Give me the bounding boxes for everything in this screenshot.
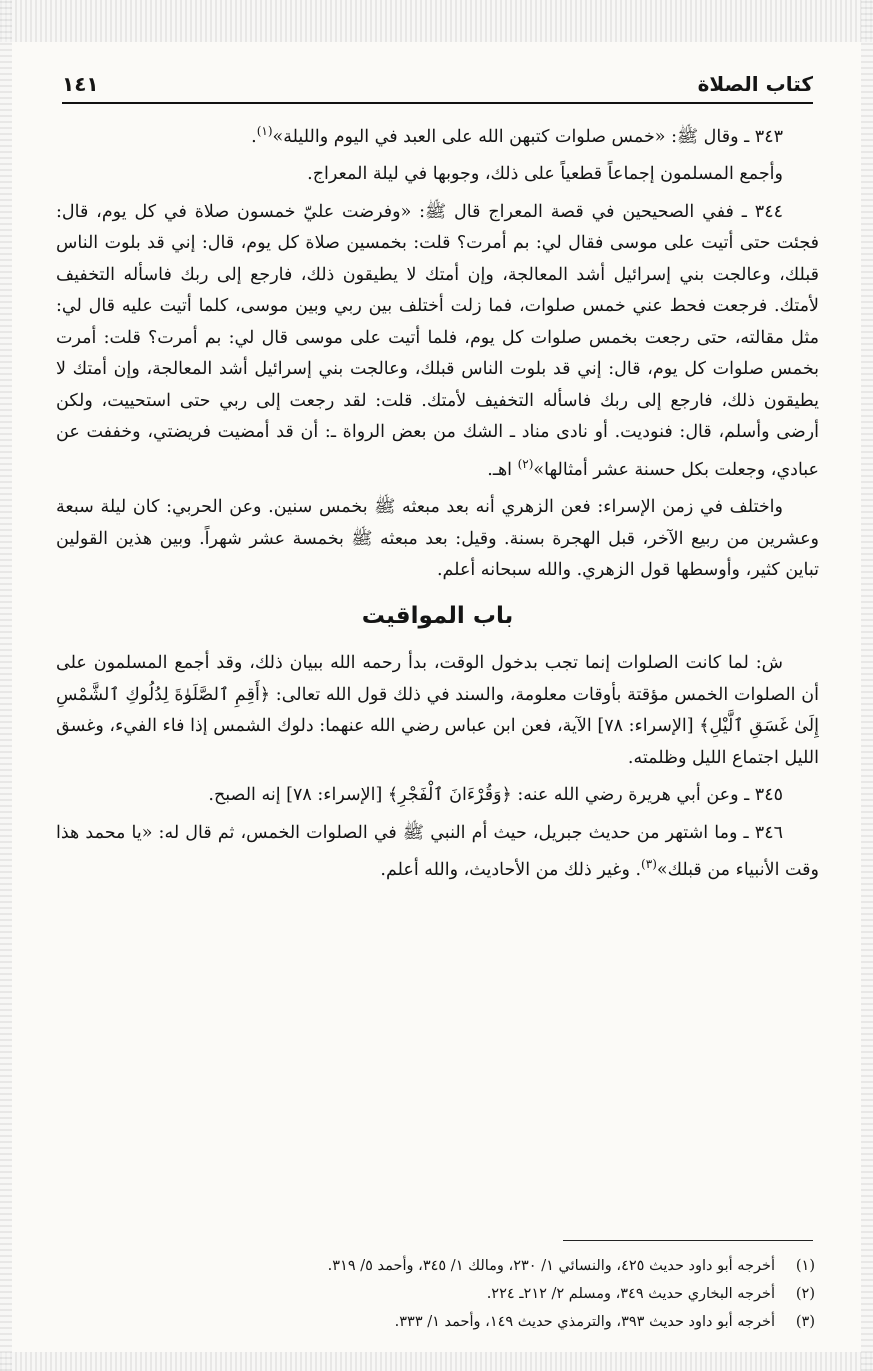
footnote-number: (٣) xyxy=(795,1314,815,1330)
paragraph-commentary: ش: لما كانت الصلوات إنما تجب بدخول الوقت، بدأ رحمه الله ببيان ذلك، وقد أجمع المسلمون على أن الصلوات الخمس مؤقتة بأوقات معلومة، والسند في ذلك قول الله تعالى: ﴿أَقِمِ ٱلصَّلَوٰةَ لِدُلُوكِ ٱلشَّمْسِ إِلَىٰ غَسَقِ ٱلَّيْلِ﴾ [الإسراء: ٧٨] الآية، فعن ابن عباس رضي الله عنهما: دلوك الشمس إذا فاء الفيء، وغسق الليل اجتماع الليل وظلمته. xyxy=(56,653,819,768)
footnote-item xyxy=(50,1280,815,1308)
paragraph-346 xyxy=(56,818,819,887)
paragraph-end: . xyxy=(251,126,257,147)
paragraph-344 xyxy=(56,197,819,486)
paragraph-text: ٣٤٣ ـ وقال ﷺ: «خمس صلوات كتبهن الله على العبد في اليوم والليلة» xyxy=(272,126,783,147)
paragraph-consensus: وأجمع المسلمون إجماعاً قطعياً على ذلك، وجوبها في ليلة المعراج. xyxy=(307,164,783,185)
footnote-text: أخرجه أبو داود حديث ٤٢٥، والنسائي ١/ ٢٣٠، ومالك ١/ ٣٤٥، وأحمد ٥/ ٣١٩. xyxy=(327,1258,775,1274)
footnote-ref-1: (١) xyxy=(256,124,273,138)
footnote-item xyxy=(50,1308,815,1336)
paragraph-end: . وغير ذلك من الأحاديث، والله أعلم. xyxy=(380,859,642,880)
footnote-ref-2: (٢) xyxy=(517,456,534,471)
footnote-divider xyxy=(563,1240,813,1241)
page-header xyxy=(62,60,813,104)
page-number: ١٤١ xyxy=(62,72,99,96)
running-title: كتاب الصلاة xyxy=(697,72,813,96)
paragraph-345: ٣٤٥ ـ وعن أبي هريرة رضي الله عنه: ﴿وَقُرْءَانَ ٱلْفَجْرِ﴾ [الإسراء: ٧٨] إنه الصبح. xyxy=(208,785,783,806)
footnote-ref-3: (٣) xyxy=(641,857,657,872)
footnote-item xyxy=(50,1252,815,1280)
main-text xyxy=(56,116,819,886)
footnote-text: أخرجه أبو داود حديث ٣٩٣، والترمذي حديث ١٤٩، وأحمد ١/ ٣٣٣. xyxy=(394,1314,775,1330)
footnotes xyxy=(50,1252,815,1336)
footnote-text: أخرجه البخاري حديث ٣٤٩، ومسلم ٢/ ٢١٢ـ ٢٢٤. xyxy=(486,1286,775,1302)
chapter-title: باب المواقيت xyxy=(361,602,514,629)
paragraph-text: ٣٤٤ ـ ففي الصحيحين في قصة المعراج قال ﷺ: «وفرضت عليّ خمسون صلاة في كل يوم، قال: فجئت حتى أتيت على موسى فقال لي: بم أمرت؟ قلت: بخمسين صلاة كل يوم، قال: إني قد بلوت الناس قبلك، وعالجت بني إسرائيل أشد المعالجة، وإن أمتك لا يطيقون ذلك، فارجع إلى ربك فاسأله التخفيف لأمتك. فرجعت فحط عني خمس صلوات، فما زلت أختلف بين ربي وبين موسى، كلما أتيت عليه قال لي: مثل مقالته، حتى رجعت بخمس صلوات كل يوم، فلما أتيت على موسى قال لي: بم أمرت؟ قلت: أمرت بخمس صلوات كل يوم، قال: إني قد بلوت الناس قبلك، وعالجت بني إسرائيل أشد المعالجة، وإن أمتك لا يطيقون ذلك، فارجع إلى ربك فاسأله التخفيف لأمتك. قلت: لقد رجعت إلى ربي حتى استحييت، ولكن أرضى وأسلم، قال: فنوديت. أو نادى مناد ـ الشك من بعض الرواة ـ: أن قد أمضيت فريضتي، وخففت عن عبادي، وجعلت بكل حسنة عشر أمثالها» xyxy=(56,201,819,480)
paragraph-end: اهـ. xyxy=(487,459,518,480)
paragraph-text: ٣٤٦ ـ وما اشتهر من حديث جبريل، حيث أم النبي ﷺ في الصلوات الخمس، ثم قال له: «يا محمد هذا وقت الأنبياء من قبلك» xyxy=(56,822,819,880)
paragraph-343 xyxy=(56,116,819,153)
footnote-number: (١) xyxy=(795,1258,815,1274)
paragraph-isra-date: واختلف في زمن الإسراء: فعن الزهري أنه بعد مبعثه ﷺ بخمس سنين. وعن الحربي: كان ليلة سبعة وعشرين من ربيع الآخر، قبل الهجرة بسنة. وقيل: بعد مبعثه ﷺ بخمسة عشر شهراً. وبين هذين القولين تباين كثير، وأوسطها قول الزهري. والله سبحانه أعلم. xyxy=(56,497,819,581)
footnote-number: (٢) xyxy=(795,1286,815,1302)
